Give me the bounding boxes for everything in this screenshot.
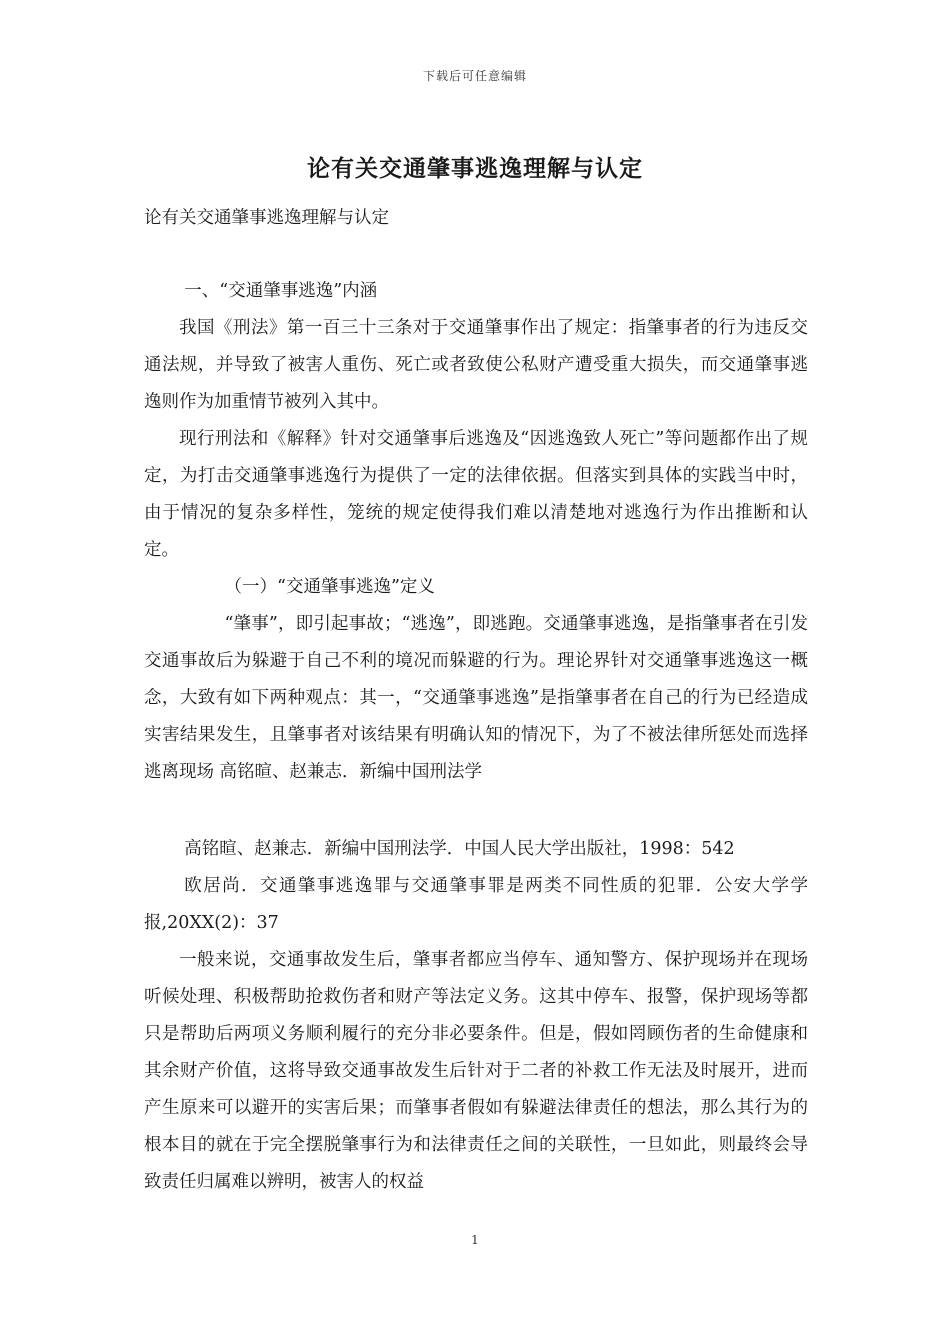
spacer <box>144 791 808 831</box>
paragraph: 我国《刑法》第一百三十三条对于交通肇事作出了规定：指肇事者的行为违反交通法规，并导致了被害人重伤、死亡或者致使公私财产遭受重大损失，而交通肇事逃逸则作为加重情节被列入其中。 <box>144 318 808 412</box>
paragraph: 现行刑法和《解释》针对交通肇事后逃逸及“因逃逸致人死亡”等问题都作出了规定，为打击交通肇事逃逸行为提供了一定的法律依据。但落实到具体的实践当中时，由于情况的复杂多样性，笼统的规定使得我们难以清楚地对逃逸行为作出推断和认定。 <box>144 429 808 560</box>
header-note: 下载后可任意编辑 <box>422 69 527 83</box>
section-heading: 一、“交通肇事逃逸”内涵 <box>184 281 378 301</box>
subsection-heading: （一）“交通肇事逃逸”定义 <box>224 577 435 597</box>
footnote: 高铭暄、赵兼志．新编中国刑法学．中国人民大学出版社，1998：542 <box>184 839 735 859</box>
document-subtitle: 论有关交通肇事逃逸理解与认定 <box>144 208 389 228</box>
footnote: 欧居尚．交通肇事逃逸罪与交通肇事罪是两类不同性质的犯罪．公安大学学报,20XX(2)：37 <box>144 876 808 933</box>
paragraph: “肇事”，即引起事故；“逃逸”，即逃跑。交通肇事逃逸，是指肇事者在引发交通事故后为躲避于自己不利的境况而躲避的行为。理论界针对交通肇事逃逸这一概念，大致有如下两种观点：其一，“交通肇事逃逸”是指肇事者在自己的行为已经造成实害结果发生，且肇事者对该结果有明确认知的情况下，为了不被法律所惩处而选择逃离现场 高铭暄、赵兼志．新编中国刑法学 <box>144 614 808 782</box>
paragraph: 一般来说，交通事故发生后，肇事者都应当停车、通知警方、保护现场并在现场听候处理、积极帮助抢救伤者和财产等法定义务。这其中停车、报警，保护现场等都只是帮助后两项义务顺利履行的充分非必要条件。但是，假如罔顾伤者的生命健康和其余财产价值，这将导致交通事故发生后针对于二者的补救工作无法及时展开，进而产生原来可以避开的实害后果；而肇事者假如有躲避法律责任的想法，那么其行为的根本目的就在于完全摆脱肇事行为和法律责任之间的关联性，一旦如此，则最终会导致责任归属难以辨明，被害人的权益 <box>144 950 808 1192</box>
document-body <box>144 200 808 1201</box>
spacer <box>144 237 808 273</box>
page-number: 1 <box>471 1233 479 1247</box>
page-title: 论有关交通肇事逃逸理解与认定 <box>307 155 643 182</box>
